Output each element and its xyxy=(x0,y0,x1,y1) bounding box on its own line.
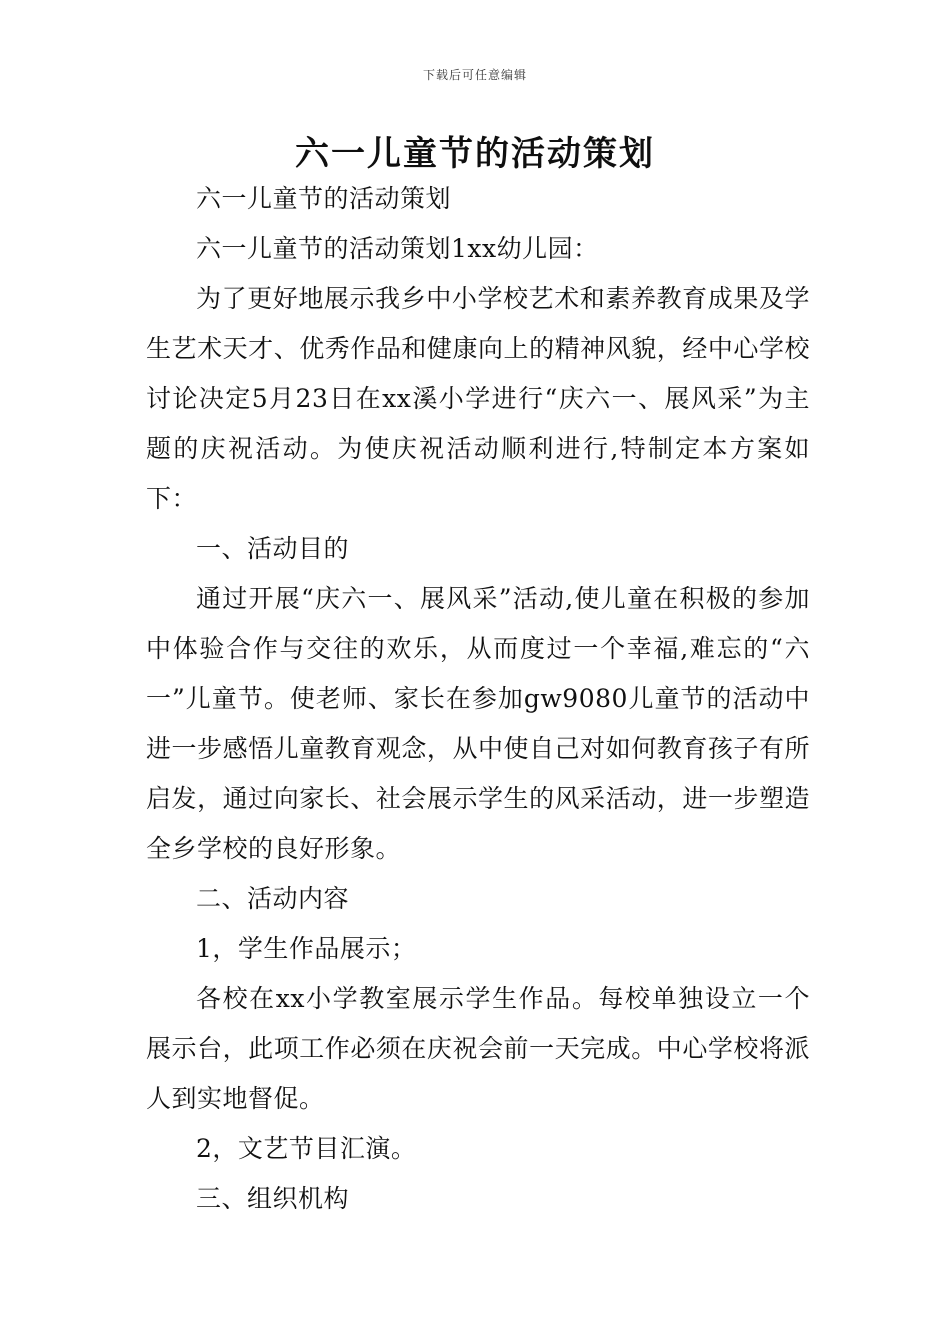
paragraph-intro: 为了更好地展示我乡中小学校艺术和素养教育成果及学生艺术天才、优秀作品和健康向上的精神风貌，经中心学校讨论决定5月23日在xx溪小学进行“庆六一、展风采”为主题的庆祝活动。为使庆祝活动顺利进行,特制定本方案如下： xyxy=(146,284,810,513)
header-note: 下载后可任意编辑 xyxy=(422,68,527,82)
section-heading-content: 二、活动内容 xyxy=(196,884,350,913)
paragraph-exhibition: 各校在xx小学教室展示学生作品。每校单独设立一个展示台，此项工作必须在庆祝会前一天完成。中心学校将派人到实地督促。 xyxy=(146,984,810,1113)
paragraph-purpose: 通过开展“庆六一、展风采”活动,使儿童在积极的参加中体验合作与交往的欢乐，从而度过一个幸福,难忘的“六一”儿童节。使老师、家长在参加gw9080儿童节的活动中进一步感悟儿童教育观念，从中使自己对如何教育孩子有所启发，通过向家长、社会展示学生的风采活动，进一步塑造全乡学校的良好形象。 xyxy=(146,584,810,863)
document-title: 六一儿童节的活动策划 xyxy=(295,134,655,174)
section-heading-organization: 三、组织机构 xyxy=(196,1184,350,1213)
section-heading-purpose: 一、活动目的 xyxy=(196,534,350,563)
document-body xyxy=(146,174,810,1224)
list-item-performance: 2，文艺节目汇演。 xyxy=(196,1134,417,1163)
paragraph-subtitle: 六一儿童节的活动策划 xyxy=(196,184,452,213)
list-item-exhibition: 1，学生作品展示； xyxy=(196,934,417,963)
paragraph-greeting: 六一儿童节的活动策划1xx幼儿园： xyxy=(196,234,599,263)
